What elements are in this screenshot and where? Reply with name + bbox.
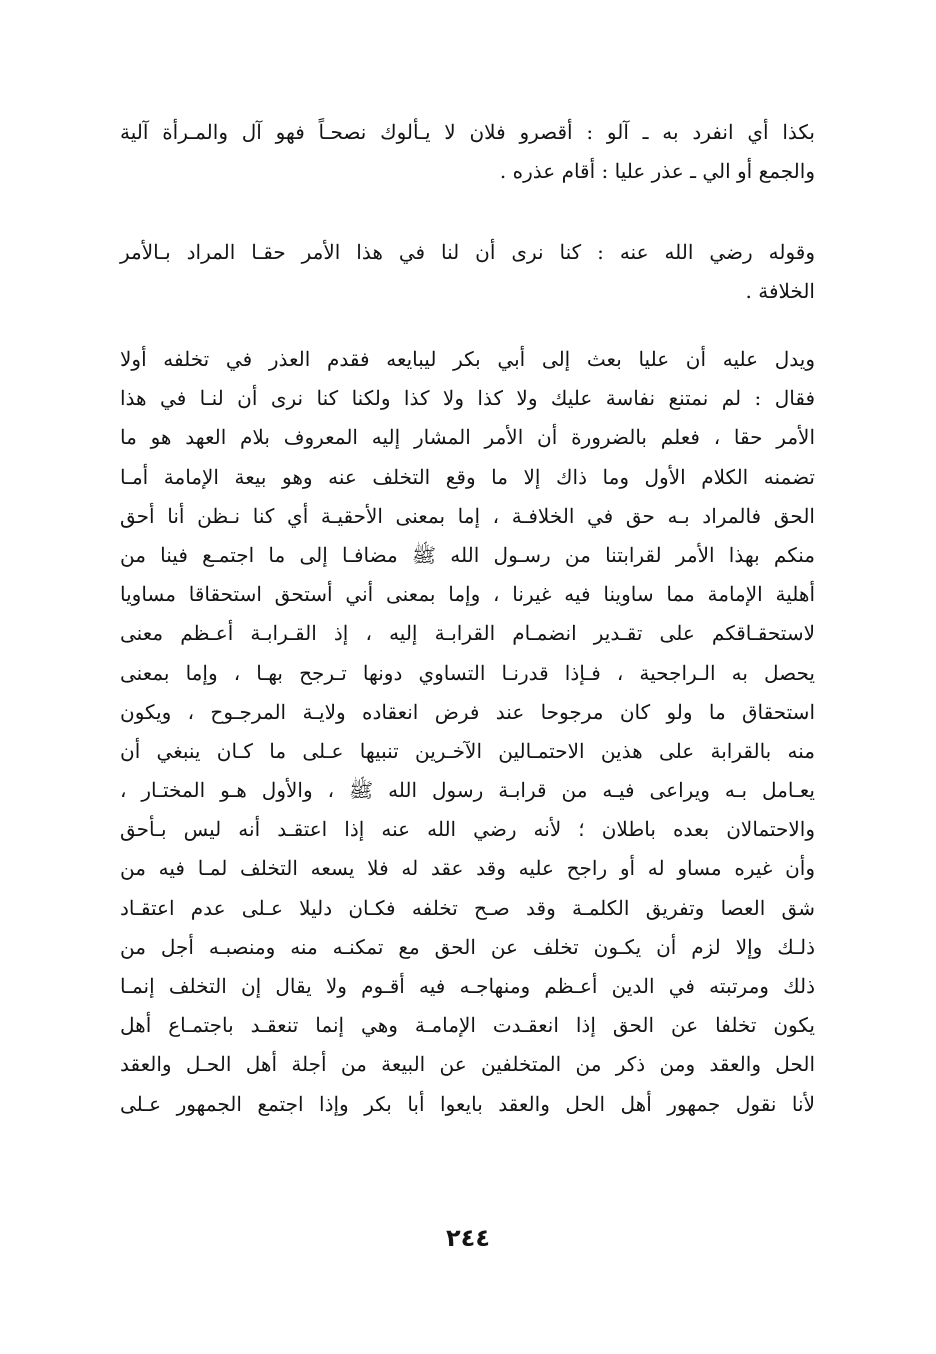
text-line: منه بالقرابة على هذين الاحتمـالين الآخـرين تنبيها عـلى ما كـان ينبغي أن [120,738,815,763]
paragraph-2 [120,233,815,311]
text-line: الخلافة . [745,279,815,304]
text-line: الأمر حقا ، فعلم بالضرورة أن الأمر المشار إليه المعروف بلام العهد هو ما [120,425,815,450]
text-line: تضمنه الكلام الأول وما ذاك إلا ما وقع التخلف عنه وهو بيعة الإمامة أمـا [120,464,815,489]
text-line: منكم بهذا الأمر لقرابتنا من رسـول الله ﷺ مضافـا إلى ما اجتمـع فينا من [120,542,815,567]
text-line: بكذا أي انفرد به ـ آلو : أقصرو فلان لا يـألوك نصحـاً فهو آل والمـرأة آلية [120,120,815,144]
text-line: والاحتمالان بعده باطلان ؛ لأنه رضي الله عنه إذا اعتقـد أنه ليس بـأحق [120,817,815,842]
text-line: لاستحقـاقكم على تقـدير انضمـام القرابـة إليه ، إذ القـرابـة أعـظم معنى [120,621,815,646]
text-line: فقال : لم نمتنع نفاسة عليك ولا كذا ولا كذا ولكنا كنا نرى أن لنـا في هذا [120,386,815,411]
text-line: والجمع أو الي ـ عذر عليا : أقام عذره . [499,159,815,184]
text-line: شق العصا وتفريق الكلمـة وقد صـح تخلفه فكـان دليلا عـلى عدم اعتقـاد [120,895,815,920]
text-line: وقوله رضي الله عنه : كنا نرى أن لنا في هذا الأمر حقـا المراد بـالأمر [120,240,815,264]
text-line: وأن غيره مساو له أو راجح عليه وقد عقد له فلا يسعه التخلف لمـا فيه من [120,856,815,881]
text-line: ذلك ومرتبته في الدين أعـظم ومنهاجـه فيه أقـوم ولا يقال إن التخلف إنمـا [120,974,815,998]
text-line: يحصل به الـراجحية ، فـإذا قدرنـا التساوي دونها تـرجح بهـا ، وإما بمعنى [120,660,815,685]
text-line: ذلـك وإلا لزم أن يكـون تخلف عن الحق مع تمكنـه منه ومنصبـه أجل من [120,934,815,959]
page-number: ٢٤٤ [446,1224,490,1252]
text-line: أهلية الإمامة مما ساوينا فيه غيرنا ، وإما بمعنى أني أستحق استحقاقا مساويا [120,582,815,607]
text-line: لأنا نقول جمهور أهل الحل والعقد بايعوا أبا بكر وإذا اجتمع الجمهور عـلى [120,1091,815,1116]
text-line: ويدل عليه أن عليا بعث إلى أبي بكر ليبايعه فقدم العذر في تخلفه أولا [120,347,815,371]
text-line: الحل والعقد ومن ذكر من المتخلفين عن البيعة من أجلة أهل الحـل والعقد [120,1052,815,1077]
text-line: استحقاق ما ولو كان مرجوحا عند فرض انعقاده ولايـة المرجـوح ، ويكون [120,699,815,724]
text-line: يعـامل بـه ويراعى فيـه من قرابـة رسول الله ﷺ ، والأول هـو المختـار ، [120,778,815,803]
text-line: الحق فالمراد بـه حق في الخلافـة ، إما بمعنى الأحقيـة أي كنا نـظن أنا أحق [120,503,815,528]
text-line [120,1124,815,1163]
paragraph-3 [120,340,815,1163]
text-line: يكون تخلفا عن الحق إذا انعقـدت الإمامـة وهي إنما تنعقـد باجتمـاع أهل [120,1013,815,1038]
paragraph-1 [120,113,815,191]
